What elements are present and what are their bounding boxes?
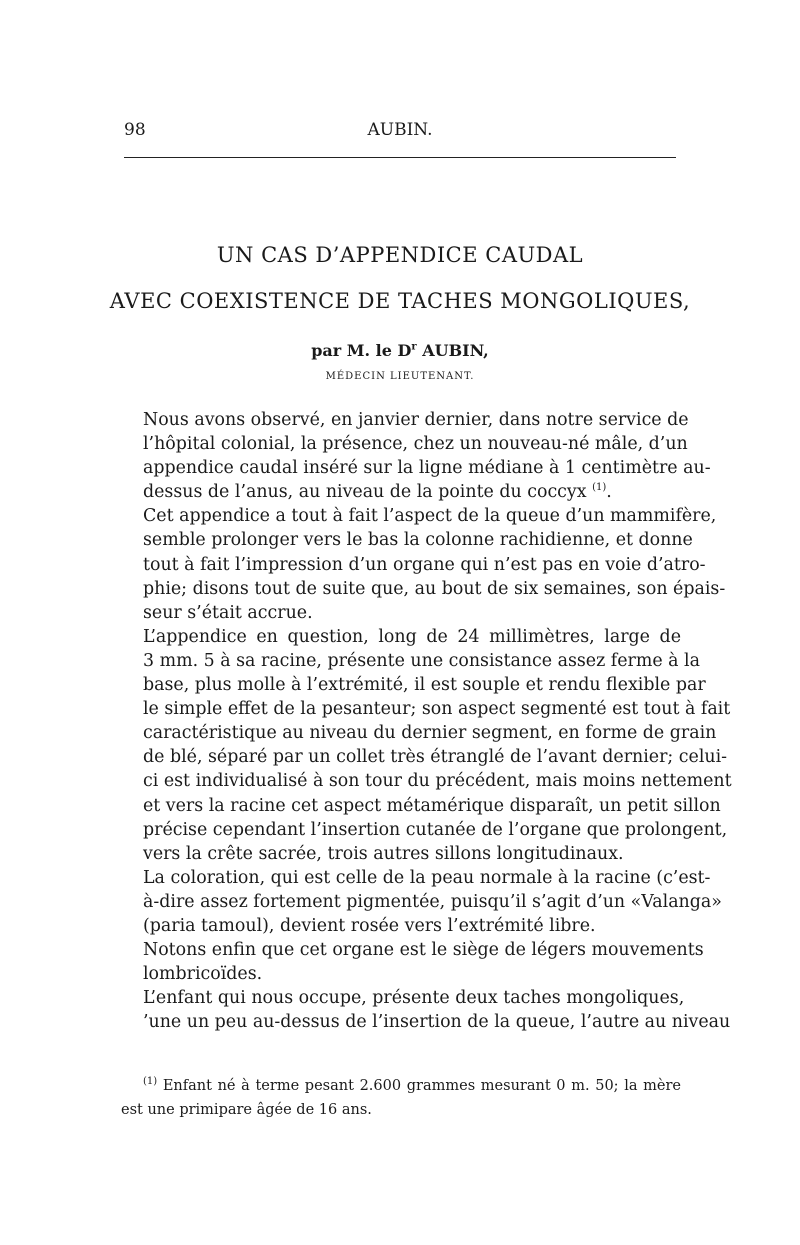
paragraph-4: [121, 866, 722, 938]
text-line: phie; disons tout de suite que, au bout de six semaines, son épais-: [143, 578, 726, 599]
text-line: (paria tamoul), devient rosée vers l’extrémité libre.: [143, 915, 596, 936]
text-line-content: dessus de l’anus, au niveau de la pointe du coccyx: [143, 482, 587, 503]
paragraph-6: [121, 986, 731, 1034]
text-line: L’enfant qui nous occupe, présente deux taches mongoliques,: [143, 988, 685, 1009]
author-affiliation: MÉDECIN LIEUTENANT.: [325, 371, 475, 382]
text-line: l’hôpital colonial, la présence, chez un nouveau-né mâle, d’un: [143, 434, 688, 455]
text-line: à-dire assez fortement pigmentée, puisqu’il s’agit d’un «Valanga»: [143, 891, 722, 912]
footnote-marker: (1): [143, 1076, 158, 1088]
paragraph-5: [121, 938, 704, 986]
article-body: [121, 408, 732, 1034]
text-line: 3 mm. 5 à sa racine, présente une consistance assez ferme à la: [143, 650, 700, 671]
text-line: L’appendice en question, long de 24 millimètres, large de: [143, 626, 681, 647]
paragraph-2: [121, 504, 726, 624]
text-line: caractéristique au niveau du dernier segment, en forme de grain: [143, 723, 717, 744]
text-line: lombricoïdes.: [143, 964, 263, 985]
text-line: Cet appendice a tout à fait l’aspect de la queue d’un mammifère,: [143, 506, 717, 527]
text-line: ’une un peu au-dessus de l’insertion de la queue, l’autre au niveau: [143, 1012, 731, 1033]
byline-prefix: par M. le D: [311, 341, 412, 360]
byline: [100, 341, 700, 360]
text-line: [121, 480, 681, 504]
footnote-line: [121, 1074, 681, 1098]
text-line: ci est individualisé à son tour du précédent, mais moins nettement: [143, 771, 732, 792]
footnote-reference: (1): [592, 482, 607, 494]
header-rule: [124, 157, 676, 158]
footnote-text: Enfant né à terme pesant 2.600 grammes mesurant 0 m. 50; la mère: [157, 1078, 681, 1094]
text-line: le simple effet de la pesanteur; son aspect segmenté est tout à fait: [143, 699, 731, 720]
text-line: tout à fait l’impression d’un organe qui n’est pas en voie d’atro-: [143, 554, 706, 575]
article-title-line-1: UN CAS D’APPENDICE CAUDAL: [216, 243, 584, 267]
page-number: 98: [124, 120, 146, 140]
footnote: [121, 1074, 681, 1122]
text-line: base, plus molle à l’extrémité, il est souple et rendu flexible par: [143, 675, 706, 696]
text-line: La coloration, qui est celle de la peau normale à la racine (c’est-: [143, 867, 711, 888]
text-line: vers la crête sacrée, trois autres sillons longitudinaux.: [143, 843, 624, 864]
text-line: et vers la racine cet aspect métamérique disparaît, un petit sillon: [143, 795, 721, 816]
text-line: de blé, séparé par un collet très étranglé de l’avant dernier; celui-: [143, 747, 728, 768]
footnote-line: est une primipare âgée de 16 ans.: [121, 1102, 372, 1118]
article-title-line-2: AVEC COEXISTENCE DE TACHES MONGOLIQUES,: [109, 289, 691, 313]
text-line: Nous avons observé, en janvier dernier, dans notre service de: [143, 410, 689, 430]
text-line: appendice caudal inséré sur la ligne médiane à 1 centimètre au-: [143, 458, 711, 479]
byline-dr-superscript: r: [411, 341, 417, 353]
text-line: semble prolonger vers le bas la colonne rachidienne, et donne: [143, 530, 693, 551]
text-line: Notons enfin que cet organe est le siège de légers mouvements: [143, 940, 704, 961]
paragraph-1: [121, 408, 711, 504]
running-title: AUBIN.: [367, 120, 433, 140]
text-line: précise cependant l’insertion cutanée de l’organe que prolongent,: [143, 819, 728, 840]
paragraph-3: [121, 625, 732, 866]
sentence-end: .: [606, 482, 612, 503]
text-line: seur s’était accrue.: [143, 602, 313, 623]
byline-author: AUBIN,: [416, 341, 489, 360]
